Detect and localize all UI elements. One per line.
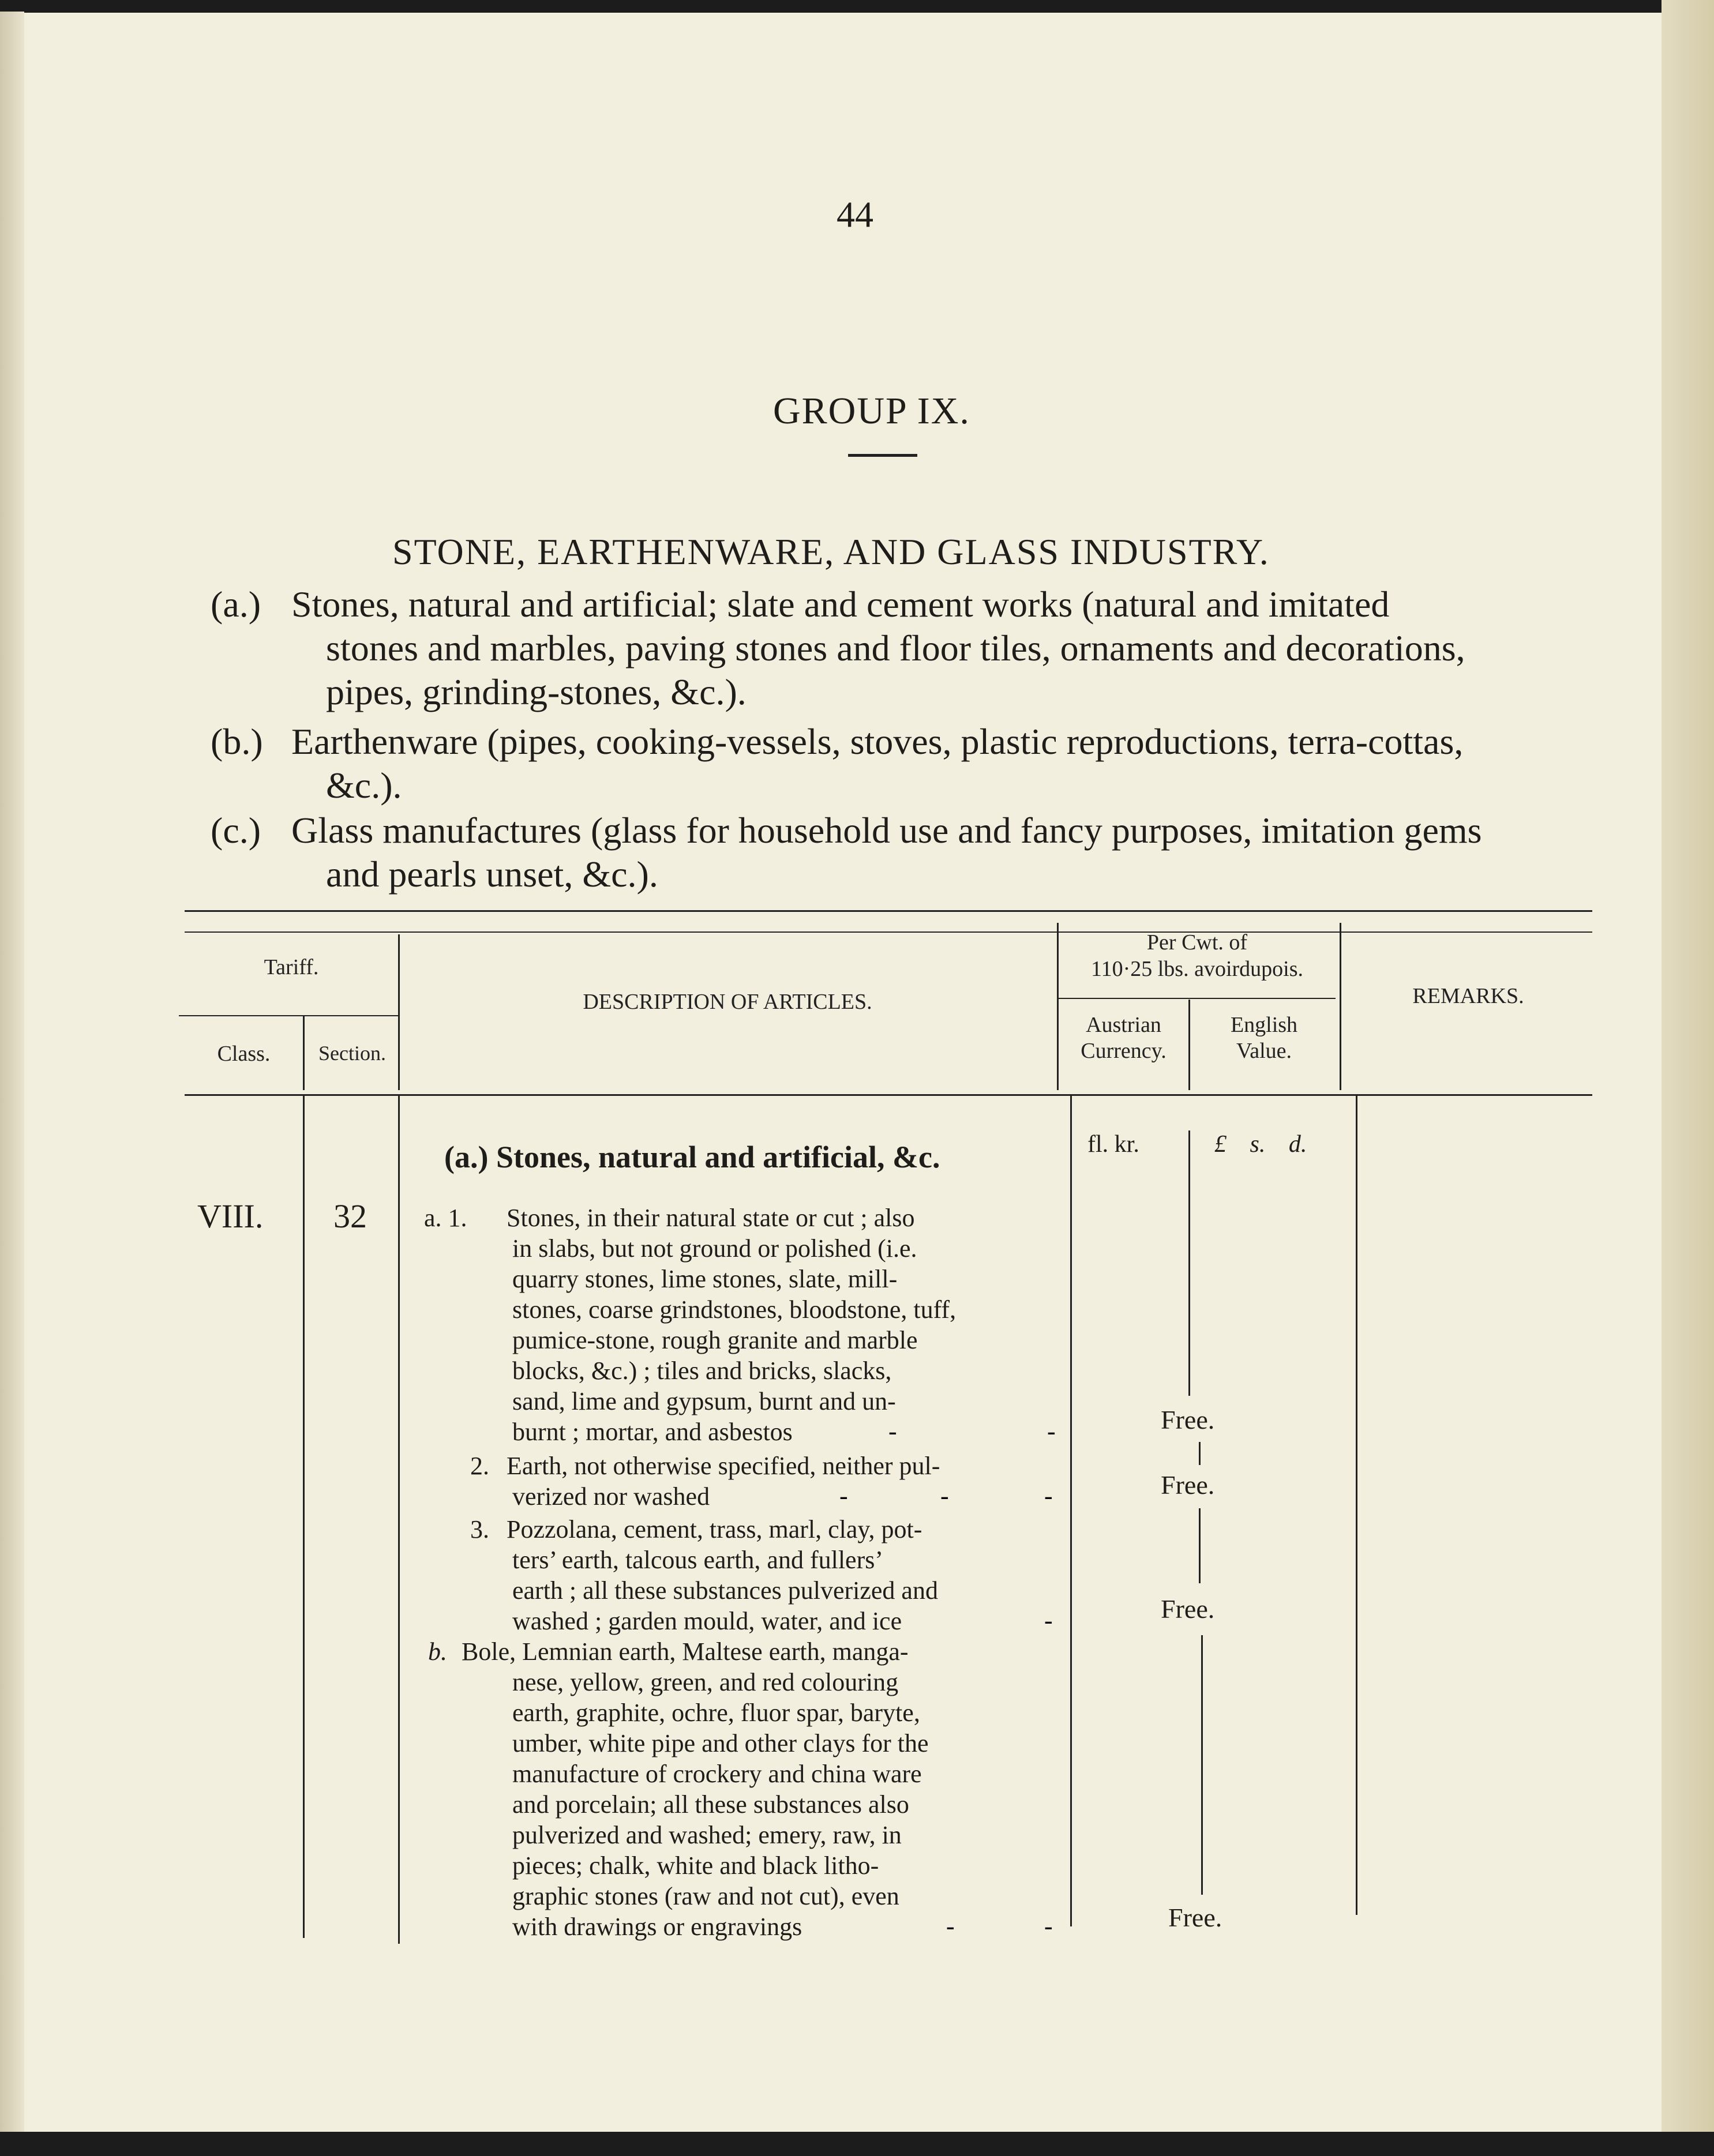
entry-line: verized nor washed <box>512 1482 710 1511</box>
leader-dash: - <box>946 1912 955 1940</box>
leader-dash: - <box>1044 1482 1053 1510</box>
entry-line: ters’ earth, talcous earth, and fullers’ <box>512 1546 884 1574</box>
leader-dash: - <box>1044 1912 1053 1940</box>
title-rule <box>848 454 917 457</box>
entry-value: Free. <box>1161 1405 1215 1434</box>
leader-dash: - <box>1044 1606 1053 1635</box>
intro-a-line: pipes, grinding-stones, &c.). <box>326 671 747 712</box>
header-remarks: REMARKS. <box>1412 984 1524 1008</box>
entry-line: in slabs, but not ground or polished (i.e. <box>512 1234 917 1263</box>
intro-a-line: Stones, natural and artificial; slate and cement works (natural and imitated <box>291 584 1390 625</box>
class-section-divider <box>303 1096 305 1938</box>
header-bottom-rule <box>185 1094 1592 1096</box>
header-austrian: Austrian <box>1086 1013 1161 1037</box>
leader-dash: - <box>1047 1417 1056 1445</box>
header-description: DESCRIPTION OF ARTICLES. <box>583 990 872 1014</box>
entry-value: Free. <box>1161 1470 1215 1500</box>
header-class: Class. <box>217 1042 271 1066</box>
intro-label-a: (a.) <box>211 584 261 625</box>
table-top-rule <box>185 910 1592 912</box>
entry-line: manufacture of crockery and china ware <box>512 1760 922 1788</box>
currency-divider-4 <box>1201 1635 1203 1895</box>
entry-line: with drawings or engravings <box>512 1913 802 1941</box>
entry-value: Free. <box>1161 1594 1215 1624</box>
per-cwt-rule <box>1059 998 1336 999</box>
entry-line: burnt ; mortar, and asbestos <box>512 1418 793 1446</box>
header-english: English <box>1230 1013 1298 1037</box>
entry-line: earth, graphite, ochre, fluor spar, baryte, <box>512 1699 920 1727</box>
header-section: Section. <box>318 1042 386 1065</box>
entry-line: sand, lime and gypsum, burnt and un- <box>512 1387 896 1415</box>
entry-line: Pozzolana, cement, trass, marl, clay, pot- <box>507 1515 922 1543</box>
page-edge-right <box>1662 0 1714 2156</box>
intro-c-line: Glass manufactures (glass for household use and fancy purposes, imitation gems <box>291 810 1482 851</box>
entry-line: washed ; garden mould, water, and ice <box>512 1607 902 1635</box>
entry-line: stones, coarse grindstones, bloodstone, tuff, <box>512 1295 957 1324</box>
header-austrian-currency: Currency. <box>1081 1039 1167 1063</box>
intro-a-line: stones and marbles, paving stones and floor tiles, ornaments and decorations, <box>326 628 1465 668</box>
remarks-divider <box>1356 1096 1357 1915</box>
entry-line: graphic stones (raw and not cut), even <box>512 1882 899 1910</box>
desc-currency-divider <box>1070 1096 1072 1926</box>
entry-marker: 3. <box>470 1515 489 1543</box>
intro-c-line: and pearls unset, &c.). <box>326 854 658 895</box>
entry-line: pumice-stone, rough granite and marble <box>512 1326 918 1354</box>
leader-dash: - <box>940 1482 949 1510</box>
intro-b-line: Earthenware (pipes, cooking-vessels, stoves, plastic reproductions, terra-cottas, <box>291 721 1464 762</box>
currency-divider-2 <box>1199 1442 1201 1465</box>
entry-line: Bole, Lemnian earth, Maltese earth, manga- <box>462 1637 909 1666</box>
entry-line: quarry stones, lime stones, slate, mill- <box>512 1265 898 1293</box>
class-value: VIII. <box>197 1197 264 1235</box>
entry-line: nese, yellow, green, and red colouring <box>512 1668 899 1696</box>
english-units: £ s. d. <box>1214 1131 1307 1158</box>
intro-label-c: (c.) <box>211 810 261 851</box>
entry-line: and porcelain; all these substances also <box>512 1790 909 1819</box>
leader-dash: - <box>839 1482 848 1510</box>
intro-b-line: &c.). <box>326 765 402 806</box>
austrian-units: fl. kr. <box>1087 1131 1139 1158</box>
intro-label-b: (b.) <box>211 721 263 762</box>
scan-border-top <box>0 0 1714 13</box>
entry-value: Free. <box>1168 1903 1222 1932</box>
header-english-value: Value. <box>1236 1039 1292 1063</box>
entry-marker: 2. <box>470 1452 489 1480</box>
entry-line: Earth, not otherwise specified, neither pul- <box>507 1452 940 1480</box>
section-value: 32 <box>333 1197 367 1235</box>
page-edge-left <box>0 12 24 2134</box>
group-title: GROUP IX. <box>773 390 970 432</box>
header-tariff: Tariff. <box>264 955 319 979</box>
leader-dash: - <box>888 1417 897 1445</box>
entry-line: pieces; chalk, white and black litho- <box>512 1851 879 1880</box>
currency-divider-3 <box>1199 1508 1201 1583</box>
entry-line: earth ; all these substances pulverized and <box>512 1576 938 1605</box>
section-desc-divider <box>398 1096 400 1944</box>
entry-line: blocks, &c.) ; tiles and bricks, slacks, <box>512 1357 892 1385</box>
header-per-cwt-weight: 110·25 lbs. avoirdupois. <box>1090 957 1303 981</box>
currency-divider-1 <box>1188 1130 1190 1396</box>
scan-border-bottom <box>0 2132 1714 2156</box>
entry-marker: a. 1. <box>424 1204 467 1232</box>
entry-line: umber, white pipe and other clays for the <box>512 1729 929 1757</box>
tariff-rule <box>179 1015 398 1016</box>
entry-marker: b. <box>428 1637 447 1666</box>
section-title: STONE, EARTHENWARE, AND GLASS INDUSTRY. <box>392 531 1270 572</box>
page-number: 44 <box>837 194 873 235</box>
table-top-rule-thin <box>185 931 1592 933</box>
subheading: (a.) Stones, natural and artificial, &c. <box>444 1140 940 1174</box>
header-per-cwt: Per Cwt. of <box>1146 930 1248 955</box>
entry-line: Stones, in their natural state or cut ; also <box>507 1204 915 1232</box>
entry-line: pulverized and washed; emery, raw, in <box>512 1821 902 1849</box>
